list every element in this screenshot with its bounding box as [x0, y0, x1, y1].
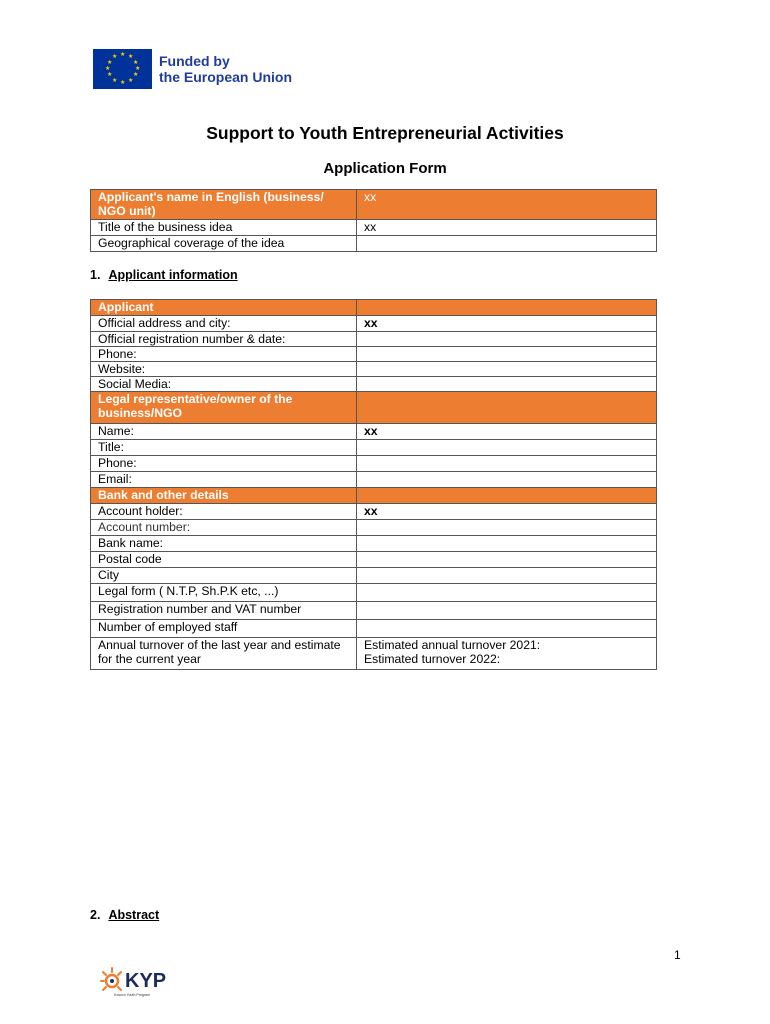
table-row [91, 440, 657, 456]
document-title: Support to Youth Entrepreneurial Activities [206, 123, 564, 143]
table-cell-value[interactable] [357, 332, 657, 347]
table-cell-label: Website: [91, 362, 357, 377]
table-row [91, 424, 657, 440]
table-cell-value[interactable] [357, 472, 657, 488]
section-number: 2. [90, 908, 101, 922]
table-row [91, 220, 657, 236]
section-title: Abstract [108, 908, 160, 922]
table-cell-value[interactable]: xx [357, 316, 657, 332]
table-cell-label: Account holder: [91, 504, 357, 520]
table-cell-label: Number of employed staff [91, 620, 357, 638]
table-cell-value[interactable] [357, 620, 657, 638]
table-row [91, 332, 657, 347]
table-cell-label: Phone: [91, 347, 357, 362]
table-cell-value[interactable] [357, 568, 657, 584]
table-row [91, 620, 657, 638]
table-cell-label: Official registration number & date: [91, 332, 357, 347]
table-row [91, 392, 657, 424]
eu-flag-icon: ★ ★ ★ ★ ★ ★ ★ ★ ★ ★ ★ ★ [93, 49, 152, 89]
kyp-logo-subtext: Kosovo Youth Program [114, 993, 150, 997]
table-cell-label: Legal form ( N.T.P, Sh.P.K etc, ...) [91, 584, 357, 602]
summary-table [90, 189, 657, 252]
table-cell-value[interactable] [357, 584, 657, 602]
page-number: 1 [674, 948, 681, 962]
table-row [91, 520, 657, 536]
table-row [91, 602, 657, 620]
table-cell-value[interactable] [357, 362, 657, 377]
table-cell-value[interactable]: xx [357, 424, 657, 440]
table-cell-label: Account number: [91, 520, 357, 536]
turnover-2022-label: Estimated turnover 2022: [364, 652, 501, 666]
table-row [91, 472, 657, 488]
table-cell-label: Social Media: [91, 377, 357, 392]
section-heading-applicant-information [90, 268, 238, 282]
table-cell-value[interactable]: xx [357, 504, 657, 520]
table-cell-label: Bank and other details [91, 488, 357, 504]
table-row [91, 536, 657, 552]
table-cell-label: Annual turnover of the last year and estimate for the current year [91, 638, 357, 670]
eu-logo [93, 49, 292, 89]
table-cell-value[interactable]: xx [357, 220, 657, 236]
table-row [91, 190, 657, 220]
table-cell-label: Title of the business idea [91, 220, 357, 236]
table-cell-label: Applicant's name in English (business/ NGO unit) [91, 190, 357, 220]
table-cell-label: City [91, 568, 357, 584]
table-cell-value [357, 392, 657, 424]
table-cell-value[interactable] [357, 638, 657, 670]
eu-logo-line2: the European Union [159, 69, 292, 85]
table-row [91, 316, 657, 332]
table-cell-value[interactable] [357, 236, 657, 252]
table-row [91, 584, 657, 602]
table-row [91, 456, 657, 472]
table-row [91, 568, 657, 584]
kyp-logo-text: KYP [125, 970, 167, 992]
table-cell-label: Name: [91, 424, 357, 440]
table-cell-value[interactable]: xx [357, 190, 657, 220]
table-row [91, 300, 657, 316]
table-cell-value[interactable] [357, 602, 657, 620]
kyp-sun-icon [100, 966, 122, 996]
applicant-table [90, 299, 657, 670]
document-subtitle: Application Form [323, 160, 447, 177]
table-row [91, 488, 657, 504]
table-cell-label: Bank name: [91, 536, 357, 552]
table-row [91, 638, 657, 670]
table-row [91, 362, 657, 377]
table-cell-value[interactable] [357, 536, 657, 552]
table-cell-value[interactable] [357, 347, 657, 362]
section-heading-abstract [90, 908, 159, 922]
table-cell-label: Title: [91, 440, 357, 456]
table-row [91, 377, 657, 392]
table-row [91, 552, 657, 568]
table-cell-label: Phone: [91, 456, 357, 472]
eu-logo-line1: Funded by [159, 53, 230, 69]
table-cell-value [357, 300, 657, 316]
kyp-logo [100, 966, 166, 996]
section-title: Applicant information [108, 268, 238, 282]
table-cell-label: Registration number and VAT number [91, 602, 357, 620]
table-row [91, 504, 657, 520]
table-cell-value[interactable] [357, 520, 657, 536]
table-cell-value[interactable] [357, 456, 657, 472]
table-cell-label: Applicant [91, 300, 357, 316]
table-cell-value[interactable] [357, 440, 657, 456]
eu-logo-text [159, 53, 292, 85]
table-cell-label: Geographical coverage of the idea [91, 236, 357, 252]
table-cell-label: Legal representative/owner of the business/NGO [91, 392, 357, 424]
table-cell-value[interactable] [357, 552, 657, 568]
table-cell-value [357, 488, 657, 504]
turnover-2021-label: Estimated annual turnover 2021: [364, 638, 541, 652]
table-row [91, 236, 657, 252]
table-cell-label: Email: [91, 472, 357, 488]
section-number: 1. [90, 268, 101, 282]
table-cell-value[interactable] [357, 377, 657, 392]
table-row [91, 347, 657, 362]
table-cell-label: Postal code [91, 552, 357, 568]
table-cell-label: Official address and city: [91, 316, 357, 332]
